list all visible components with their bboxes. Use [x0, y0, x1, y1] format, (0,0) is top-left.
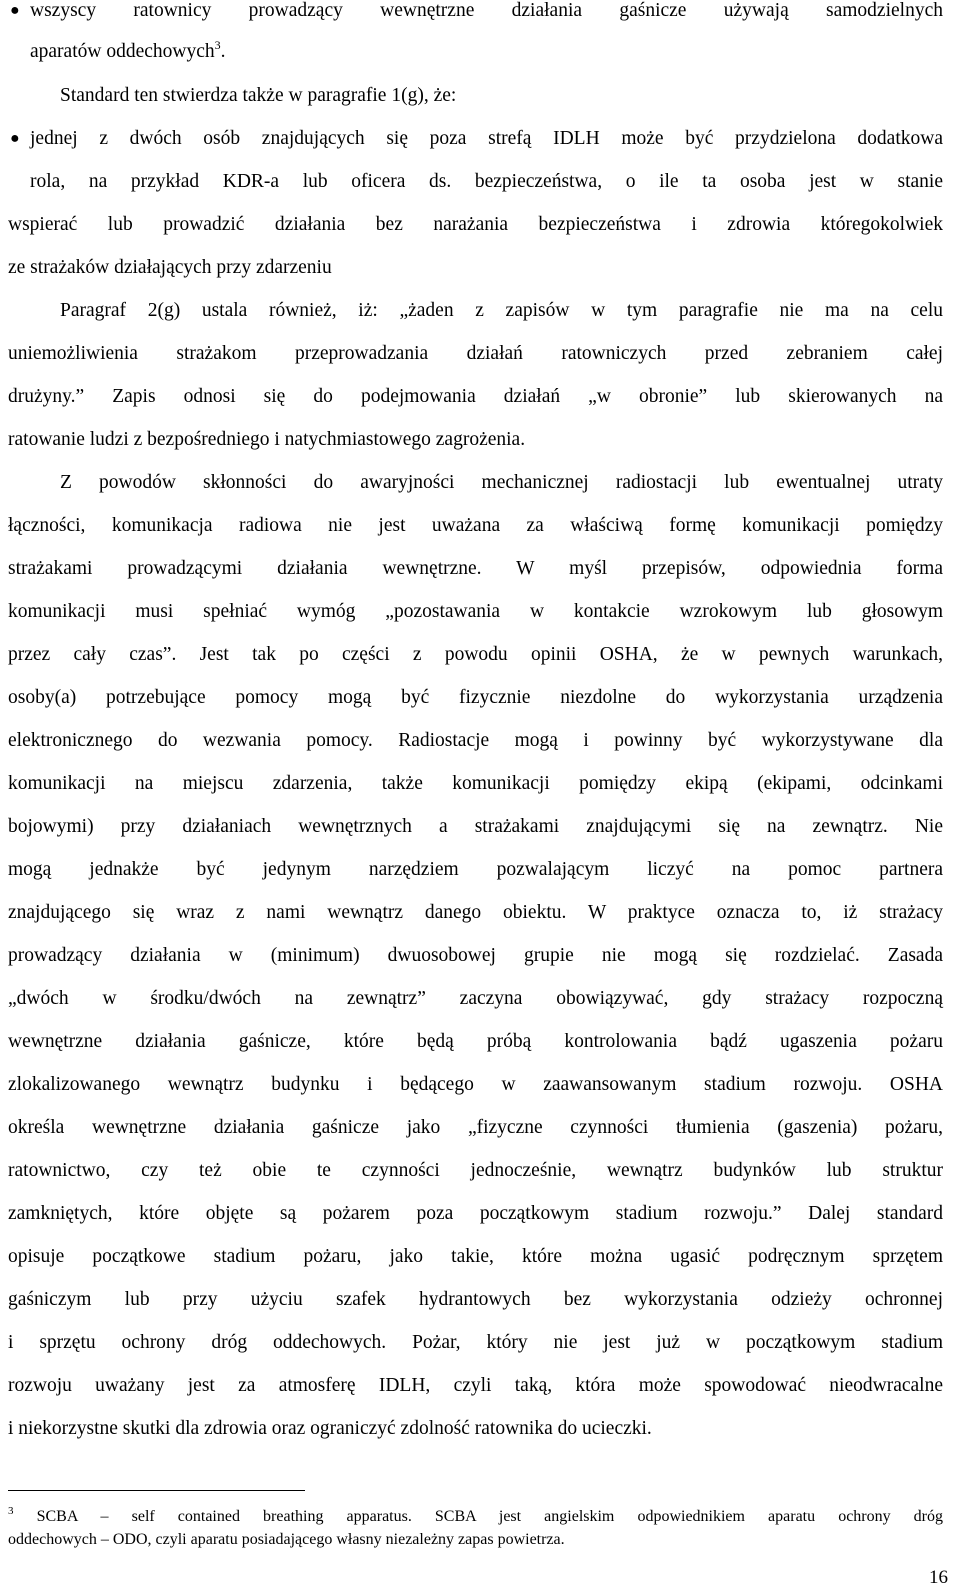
text-line: ze strażaków działających przy zdarzeniu	[8, 257, 332, 278]
text-line: bojowymi) przy działaniach wewnętrznych a strażakami znajdującymi się na zewnątrz. Nie	[8, 816, 943, 837]
text-line: prowadzący działania w (minimum) dwuosobowej grupie nie mogą się rozdzielać. Zasada	[8, 945, 943, 966]
footnote-reference: 3	[214, 38, 221, 52]
text-line: Z powodów skłonności do awaryjności mechanicznej radiostacji lub ewentualnej utraty	[60, 472, 943, 493]
text-line: określa wewnętrzne działania gaśnicze jako „fizyczne czynności tłumienia (gaszenia) pożaru,	[8, 1117, 943, 1138]
text-line: gaśniczym lub przy użyciu szafek hydrantowych bez wykorzystania odzieży ochronnej	[8, 1289, 943, 1310]
text-line: wspierać lub prowadzić działania bez narażania bezpieczeństwa i zdrowia któregokolwiek	[8, 214, 943, 235]
text-line: łączności, komunikacja radiowa nie jest uważana za właściwą formę komunikacji pomiędzy	[8, 515, 943, 536]
text-line: zlokalizowanego wewnątrz budynku i będącego w zaawansowanym stadium rozwoju. OSHA	[8, 1074, 943, 1095]
text-line: mogą jednakże być jedynym narzędziem pozwalającym liczyć na pomoc partnera	[8, 859, 943, 880]
text-line: komunikacji na miejscu zdarzenia, także komunikacji pomiędzy ekipą (ekipami, odcinkami	[8, 773, 943, 794]
text-line: „dwóch w środku/dwóch na zewnątrz” zaczyna obowiązywać, gdy strażacy rozpoczną	[8, 988, 943, 1009]
text-line: ratowanie ludzi z bezpośredniego i natychmiastowego zagrożenia.	[8, 429, 526, 450]
text-line: rola, na przykład KDR-a lub oficera ds. bezpieczeństwa, o ile ta osoba jest w stanie	[30, 171, 943, 192]
text-line: ratownictwo, czy też obie te czynności jednocześnie, wewnątrz budynków lub struktur	[8, 1160, 943, 1181]
bullet-icon: ●	[10, 2, 20, 19]
bullet-icon: ●	[10, 130, 20, 147]
text-line: drużyny.” Zapis odnosi się do podejmowania działań „w obronie” lub skierowanych na	[8, 386, 943, 407]
footnote-line: oddechowych – ODO, czyli aparatu posiadającego własny niezależny zapas powietrza.	[8, 1531, 565, 1548]
footnote-separator	[8, 1490, 305, 1491]
footnote-marker: 3	[8, 1505, 14, 1517]
text-line: i sprzętu ochrony dróg oddechowych. Pożar, który nie jest już w początkowym stadium	[8, 1332, 943, 1353]
text-line: Paragraf 2(g) ustala również, iż: „żaden z zapisów w tym paragrafie nie ma na celu	[60, 300, 943, 321]
text-line: zamkniętych, które objęte są pożarem poza początkowym stadium rozwoju.” Dalej standard	[8, 1203, 943, 1224]
text-line: wewnętrzne działania gaśnicze, które będą próbą kontrolowania bądź ugaszenia pożaru	[8, 1031, 943, 1052]
bullet-line: ● jednej z dwóch osób znajdujących się poza strefą IDLH może być przydzielona dodatkowa	[8, 125, 943, 153]
text-line: przez cały czas”. Jest tak po części z powodu opinii OSHA, że w pewnych warunkach,	[8, 644, 943, 665]
bullet-line: ● wszyscy ratownicy prowadzący wewnętrzne działania gaśnicze używają samodzielnych	[8, 0, 943, 25]
text-line: strażakami prowadzącymi działania wewnętrzne. W myśl przepisów, odpowiednia forma	[8, 558, 943, 579]
text-line: elektronicznego do wezwania pomocy. Radiostacje mogą i powinny być wykorzystywane dla	[8, 730, 943, 751]
footnote-line: $^3$ SCBA – self contained breathing apparatus. SCBA jest angielskim odpowiednikiem aparatu ochrony dróg	[8, 1505, 944, 1525]
text-line: opisuje początkowe stadium pożaru, jako takie, które można ugasić podręcznym sprzętem	[8, 1246, 943, 1267]
text-line: znajdującego się wraz z nami wewnątrz danego obiektu. W praktyce oznacza to, iż strażacy	[8, 902, 943, 923]
text-line: aparatów oddechowych$^3$.	[30, 38, 226, 62]
text-line: rozwoju uważany jest za atmosferę IDLH, czyli taką, która może spowodować nieodwracalne	[8, 1375, 943, 1396]
text-line: osoby(a) potrzebujące pomocy mogą być fizycznie niezdolne do wykorzystania urządzenia	[8, 687, 943, 708]
text-line: Standard ten stwierdza także w paragrafie 1(g), że:	[60, 85, 457, 106]
text-line: uniemożliwienia strażakom przeprowadzania działań ratowniczych przed zebraniem całej	[8, 343, 943, 364]
page-number: 16	[929, 1567, 948, 1588]
text-line: komunikacji musi spełniać wymóg „pozostawania w kontakcie wzrokowym lub głosowym	[8, 601, 943, 622]
text-line: i niekorzystne skutki dla zdrowia oraz ograniczyć zdolność ratownika do ucieczki.	[8, 1418, 652, 1439]
